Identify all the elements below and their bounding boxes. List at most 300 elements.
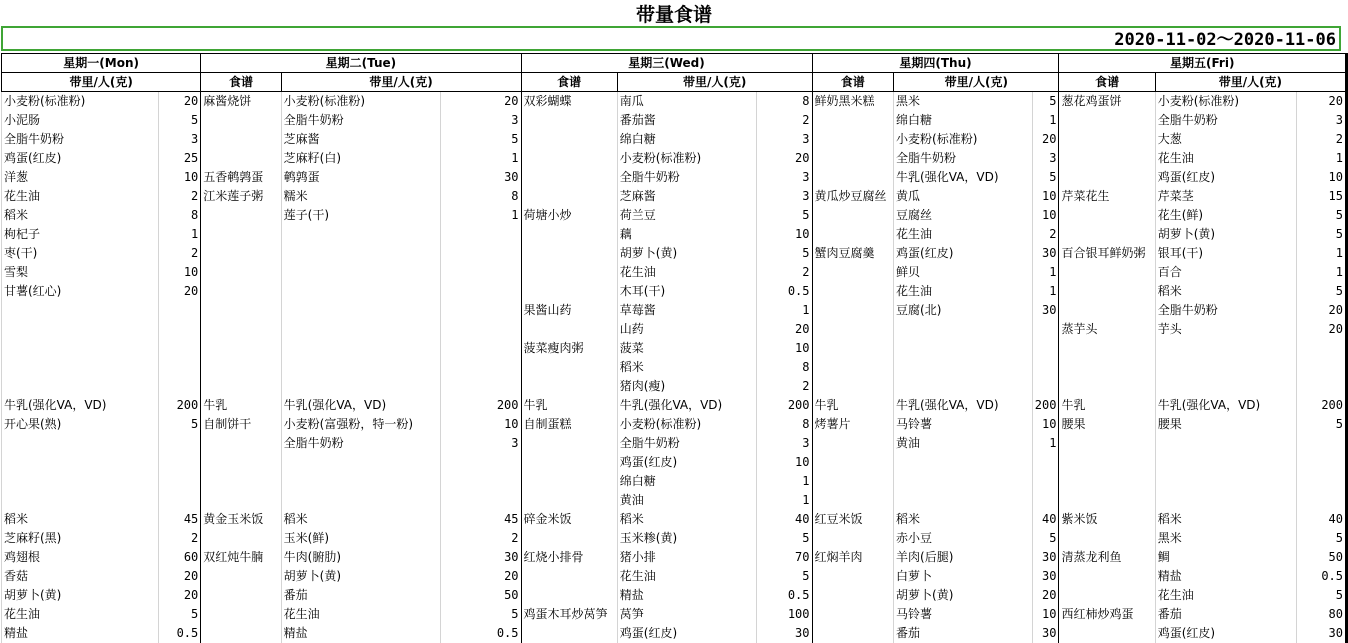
ingredient-cell: 牛肉(腑肋) xyxy=(281,548,440,567)
amount-cell: 20 xyxy=(158,282,200,301)
amount-cell xyxy=(158,434,200,453)
amount-cell xyxy=(441,339,521,358)
dish-cell xyxy=(521,320,617,339)
ingredient-cell: 花生油 xyxy=(1155,586,1296,605)
amount-cell: 1 xyxy=(1032,282,1059,301)
amount-cell: 50 xyxy=(441,586,521,605)
dish-cell xyxy=(521,453,617,472)
amount-cell: 10 xyxy=(158,168,200,187)
amount-cell xyxy=(158,339,200,358)
amount-cell xyxy=(1297,491,1347,510)
table-row xyxy=(2,377,1347,396)
amount-cell: 10 xyxy=(1032,415,1059,434)
ingredient-cell: 花生油 xyxy=(1155,149,1296,168)
amount-cell: 30 xyxy=(441,168,521,187)
ingredient-cell: 胡萝卜(黄) xyxy=(281,567,440,586)
amount-cell: 5 xyxy=(757,244,812,263)
ingredient-cell: 花生油 xyxy=(894,225,1033,244)
amount-cell: 5 xyxy=(1297,529,1347,548)
ingredient-cell: 黄瓜 xyxy=(894,187,1033,206)
ingredient-cell xyxy=(1155,472,1296,491)
dish-cell xyxy=(521,187,617,206)
table-row xyxy=(2,320,1347,339)
dish-cell xyxy=(812,168,894,187)
ingredient-cell: 赤小豆 xyxy=(894,529,1033,548)
dish-cell xyxy=(201,149,281,168)
ingredient-cell: 鸡翅根 xyxy=(2,548,159,567)
dish-cell xyxy=(201,225,281,244)
ingredient-cell: 全脂牛奶粉 xyxy=(617,168,757,187)
amount-cell: 5 xyxy=(1032,92,1059,111)
dish-cell: 西红柿炒鸡蛋 xyxy=(1059,605,1155,624)
dish-cell xyxy=(812,320,894,339)
ingredient-cell: 牛乳(强化VA，VD) xyxy=(894,396,1033,415)
amount-cell: 30 xyxy=(1032,548,1059,567)
dish-cell: 腰果 xyxy=(1059,415,1155,434)
dish-cell xyxy=(812,263,894,282)
dish-cell: 牛乳 xyxy=(1059,396,1155,415)
amount-header: 带里/人(克) xyxy=(894,73,1059,92)
ingredient-cell: 全脂牛奶粉 xyxy=(617,434,757,453)
ingredient-cell: 黑米 xyxy=(894,92,1033,111)
amount-cell xyxy=(1297,377,1347,396)
ingredient-cell: 小泥肠 xyxy=(2,111,159,130)
dish-cell xyxy=(1059,149,1155,168)
ingredient-cell: 花生油 xyxy=(2,187,159,206)
dish-cell xyxy=(521,586,617,605)
ingredient-cell: 木耳(干) xyxy=(617,282,757,301)
ingredient-cell: 胡萝卜(黄) xyxy=(617,244,757,263)
dish-cell xyxy=(1059,301,1155,320)
amount-cell xyxy=(1297,358,1347,377)
ingredient-cell: 芹菜茎 xyxy=(1155,187,1296,206)
amount-cell: 200 xyxy=(1297,396,1347,415)
ingredient-cell: 全脂牛奶粉 xyxy=(281,434,440,453)
ingredient-cell xyxy=(281,320,440,339)
ingredient-cell: 百合 xyxy=(1155,263,1296,282)
ingredient-cell: 藕 xyxy=(617,225,757,244)
amount-cell: 8 xyxy=(757,415,812,434)
day-header-wed: 星期三(Wed) xyxy=(521,54,812,73)
ingredient-cell: 鸡蛋(红皮) xyxy=(2,149,159,168)
amount-cell xyxy=(1297,472,1347,491)
ingredient-cell: 马铃薯 xyxy=(894,605,1033,624)
amount-cell: 30 xyxy=(1297,624,1347,643)
ingredient-cell: 芝麻酱 xyxy=(281,130,440,149)
dish-cell: 牛乳 xyxy=(201,396,281,415)
ingredient-cell xyxy=(2,491,159,510)
amount-cell xyxy=(1297,339,1347,358)
ingredient-cell: 花生油 xyxy=(894,282,1033,301)
ingredient-cell xyxy=(2,434,159,453)
ingredient-cell: 鸡蛋(红皮) xyxy=(894,244,1033,263)
ingredient-cell xyxy=(1155,434,1296,453)
ingredient-cell: 南瓜 xyxy=(617,92,757,111)
amount-cell: 1 xyxy=(158,225,200,244)
dish-cell xyxy=(812,358,894,377)
ingredient-cell xyxy=(894,358,1033,377)
dish-cell xyxy=(1059,339,1155,358)
dish-cell xyxy=(521,225,617,244)
ingredient-cell xyxy=(2,472,159,491)
amount-cell: 10 xyxy=(1032,605,1059,624)
amount-cell xyxy=(441,225,521,244)
amount-cell: 40 xyxy=(1032,510,1059,529)
ingredient-cell: 鸡蛋(红皮) xyxy=(1155,624,1296,643)
amount-cell xyxy=(158,491,200,510)
ingredient-cell: 山药 xyxy=(617,320,757,339)
day-header-tue: 星期二(Tue) xyxy=(201,54,521,73)
amount-cell: 5 xyxy=(757,567,812,586)
dish-cell xyxy=(812,491,894,510)
ingredient-cell: 枣(干) xyxy=(2,244,159,263)
amount-cell: 5 xyxy=(441,130,521,149)
amount-cell: 5 xyxy=(158,605,200,624)
ingredient-cell: 精盐 xyxy=(617,586,757,605)
table-row xyxy=(2,396,1347,415)
dish-cell xyxy=(521,282,617,301)
table-row xyxy=(2,491,1347,510)
ingredient-cell: 小麦粉(标准粉) xyxy=(2,92,159,111)
dish-header: 食谱 xyxy=(812,73,894,92)
dish-cell xyxy=(201,567,281,586)
table-row xyxy=(2,339,1347,358)
ingredient-cell: 精盐 xyxy=(281,624,440,643)
amount-cell xyxy=(441,377,521,396)
amount-cell: 20 xyxy=(158,567,200,586)
ingredient-cell: 绵白糖 xyxy=(894,111,1033,130)
amount-cell: 8 xyxy=(757,358,812,377)
amount-header: 带里/人(克) xyxy=(281,73,521,92)
dish-cell xyxy=(201,282,281,301)
amount-cell xyxy=(158,320,200,339)
amount-cell xyxy=(1297,434,1347,453)
ingredient-cell xyxy=(2,358,159,377)
amount-cell: 2 xyxy=(158,187,200,206)
ingredient-cell: 全脂牛奶粉 xyxy=(1155,301,1296,320)
dish-cell: 鸡蛋木耳炒莴笋 xyxy=(521,605,617,624)
amount-cell xyxy=(1032,472,1059,491)
amount-cell xyxy=(1297,453,1347,472)
ingredient-cell: 银耳(干) xyxy=(1155,244,1296,263)
table-row xyxy=(2,510,1347,529)
ingredient-cell: 稻米 xyxy=(894,510,1033,529)
amount-cell: 1 xyxy=(1297,263,1347,282)
dish-cell: 紫米饭 xyxy=(1059,510,1155,529)
amount-cell: 20 xyxy=(441,567,521,586)
amount-cell: 0.5 xyxy=(441,624,521,643)
dish-cell: 清蒸龙利鱼 xyxy=(1059,548,1155,567)
ingredient-cell: 牛乳(强化VA，VD) xyxy=(1155,396,1296,415)
ingredient-cell: 稻米 xyxy=(617,358,757,377)
ingredient-cell: 稻米 xyxy=(281,510,440,529)
amount-cell: 5 xyxy=(1297,415,1347,434)
dish-cell xyxy=(201,586,281,605)
table-row xyxy=(2,529,1347,548)
amount-cell: 20 xyxy=(757,320,812,339)
ingredient-cell: 玉米糁(黄) xyxy=(617,529,757,548)
dish-cell xyxy=(521,529,617,548)
table-row xyxy=(2,301,1347,320)
ingredient-cell xyxy=(1155,491,1296,510)
amount-cell: 10 xyxy=(1032,206,1059,225)
amount-cell: 5 xyxy=(1297,206,1347,225)
amount-cell: 45 xyxy=(441,510,521,529)
ingredient-cell: 芝麻酱 xyxy=(617,187,757,206)
amount-cell: 5 xyxy=(1297,282,1347,301)
amount-cell: 5 xyxy=(441,605,521,624)
dish-cell xyxy=(201,130,281,149)
amount-cell xyxy=(158,472,200,491)
dish-cell: 黄瓜炒豆腐丝 xyxy=(812,187,894,206)
menu-body xyxy=(2,54,1347,643)
table-row xyxy=(2,453,1347,472)
ingredient-cell: 香菇 xyxy=(2,567,159,586)
ingredient-cell: 番茄 xyxy=(894,624,1033,643)
amount-cell: 5 xyxy=(158,415,200,434)
dish-cell xyxy=(201,358,281,377)
amount-cell: 2 xyxy=(441,529,521,548)
amount-cell: 10 xyxy=(1297,168,1347,187)
amount-cell xyxy=(441,263,521,282)
amount-cell: 3 xyxy=(757,168,812,187)
amount-cell xyxy=(441,358,521,377)
ingredient-cell xyxy=(2,320,159,339)
table-row xyxy=(2,263,1347,282)
ingredient-cell: 甘薯(红心) xyxy=(2,282,159,301)
ingredient-cell xyxy=(1155,377,1296,396)
ingredient-cell: 牛乳(强化VA，VD) xyxy=(894,168,1033,187)
amount-cell: 80 xyxy=(1297,605,1347,624)
dish-cell xyxy=(1059,567,1155,586)
amount-cell: 10 xyxy=(158,263,200,282)
ingredient-cell: 胡萝卜(黄) xyxy=(1155,225,1296,244)
dish-cell xyxy=(1059,358,1155,377)
ingredient-cell: 黑米 xyxy=(1155,529,1296,548)
dish-cell: 果酱山药 xyxy=(521,301,617,320)
amount-cell: 3 xyxy=(1032,149,1059,168)
dish-cell xyxy=(201,244,281,263)
ingredient-cell: 稻米 xyxy=(1155,510,1296,529)
ingredient-cell: 芋头 xyxy=(1155,320,1296,339)
column-header-row xyxy=(2,73,1347,92)
amount-cell: 200 xyxy=(441,396,521,415)
ingredient-cell: 牛乳(强化VA，VD) xyxy=(281,396,440,415)
amount-cell: 25 xyxy=(158,149,200,168)
dish-cell xyxy=(521,491,617,510)
dish-cell xyxy=(201,453,281,472)
dish-cell: 红焖羊肉 xyxy=(812,548,894,567)
amount-cell: 1 xyxy=(757,472,812,491)
ingredient-cell: 鲜贝 xyxy=(894,263,1033,282)
amount-cell: 10 xyxy=(1032,187,1059,206)
table-row xyxy=(2,244,1347,263)
amount-cell: 2 xyxy=(158,244,200,263)
amount-cell: 1 xyxy=(441,206,521,225)
ingredient-cell: 花生油 xyxy=(281,605,440,624)
amount-cell: 20 xyxy=(158,586,200,605)
amount-header: 带里/人(克) xyxy=(1155,73,1346,92)
amount-cell: 20 xyxy=(441,92,521,111)
day-header-row xyxy=(2,54,1347,73)
ingredient-cell xyxy=(281,491,440,510)
ingredient-cell xyxy=(2,377,159,396)
dish-cell xyxy=(812,111,894,130)
ingredient-cell: 羊肉(后腿) xyxy=(894,548,1033,567)
ingredient-cell: 小麦粉(标准粉) xyxy=(617,415,757,434)
ingredient-cell: 稻米 xyxy=(617,510,757,529)
amount-cell: 30 xyxy=(757,624,812,643)
amount-cell: 10 xyxy=(757,453,812,472)
dish-cell: 红豆米饭 xyxy=(812,510,894,529)
dish-cell xyxy=(812,453,894,472)
amount-cell: 2 xyxy=(1032,225,1059,244)
amount-cell: 8 xyxy=(158,206,200,225)
amount-cell: 5 xyxy=(158,111,200,130)
amount-cell xyxy=(441,472,521,491)
dish-cell: 烤薯片 xyxy=(812,415,894,434)
day-header-fri: 星期五(Fri) xyxy=(1059,54,1347,73)
amount-cell: 1 xyxy=(1032,434,1059,453)
dish-cell xyxy=(521,377,617,396)
dish-cell: 芹菜花生 xyxy=(1059,187,1155,206)
ingredient-cell: 番茄酱 xyxy=(617,111,757,130)
ingredient-cell: 精盐 xyxy=(1155,567,1296,586)
table-row xyxy=(2,358,1347,377)
dish-header: 食谱 xyxy=(201,73,281,92)
dish-cell xyxy=(1059,168,1155,187)
table-row xyxy=(2,92,1347,111)
ingredient-cell: 莴笋 xyxy=(617,605,757,624)
ingredient-cell: 草莓酱 xyxy=(617,301,757,320)
menu-table xyxy=(1,53,1348,643)
ingredient-cell: 稻米 xyxy=(1155,282,1296,301)
dish-cell xyxy=(812,339,894,358)
ingredient-cell xyxy=(894,377,1033,396)
dish-cell xyxy=(1059,111,1155,130)
ingredient-cell xyxy=(1155,339,1296,358)
amount-cell: 3 xyxy=(757,434,812,453)
amount-cell: 20 xyxy=(1297,301,1347,320)
dish-cell xyxy=(812,206,894,225)
dish-cell xyxy=(812,130,894,149)
dish-cell xyxy=(521,472,617,491)
dish-cell xyxy=(1059,491,1155,510)
dish-cell xyxy=(812,301,894,320)
dish-cell xyxy=(521,434,617,453)
amount-cell: 30 xyxy=(1032,244,1059,263)
amount-cell: 1 xyxy=(757,301,812,320)
amount-cell: 3 xyxy=(158,130,200,149)
dish-cell xyxy=(812,434,894,453)
dish-cell xyxy=(812,567,894,586)
table-row xyxy=(2,206,1347,225)
ingredient-cell: 胡萝卜(黄) xyxy=(2,586,159,605)
amount-cell: 40 xyxy=(757,510,812,529)
dish-cell: 蟹肉豆腐羹 xyxy=(812,244,894,263)
ingredient-cell: 洋葱 xyxy=(2,168,159,187)
ingredient-cell: 小麦粉(标准粉) xyxy=(894,130,1033,149)
ingredient-cell: 莲子(干) xyxy=(281,206,440,225)
ingredient-cell: 绵白糖 xyxy=(617,130,757,149)
ingredient-cell: 小麦粉(标准粉) xyxy=(617,149,757,168)
amount-cell: 15 xyxy=(1297,187,1347,206)
amount-cell: 100 xyxy=(757,605,812,624)
table-row xyxy=(2,168,1347,187)
amount-cell: 2 xyxy=(1297,130,1347,149)
amount-cell: 200 xyxy=(757,396,812,415)
ingredient-cell: 枸杞子 xyxy=(2,225,159,244)
dish-cell xyxy=(1059,453,1155,472)
amount-cell xyxy=(441,282,521,301)
dish-cell: 荷塘小炒 xyxy=(521,206,617,225)
ingredient-cell xyxy=(1155,358,1296,377)
amount-cell: 1 xyxy=(1297,149,1347,168)
amount-cell: 70 xyxy=(757,548,812,567)
dish-cell xyxy=(521,263,617,282)
dish-cell xyxy=(1059,225,1155,244)
amount-cell xyxy=(1032,320,1059,339)
dish-cell xyxy=(521,567,617,586)
dish-cell: 双彩蝴蝶 xyxy=(521,92,617,111)
amount-cell: 3 xyxy=(1297,111,1347,130)
amount-cell: 5 xyxy=(1297,225,1347,244)
amount-cell: 10 xyxy=(757,225,812,244)
ingredient-cell: 腰果 xyxy=(1155,415,1296,434)
dish-cell: 双红炖牛腩 xyxy=(201,548,281,567)
amount-cell xyxy=(1032,491,1059,510)
ingredient-cell: 绵白糖 xyxy=(617,472,757,491)
amount-cell xyxy=(1032,453,1059,472)
amount-cell: 5 xyxy=(1032,168,1059,187)
dish-cell xyxy=(1059,434,1155,453)
dish-cell xyxy=(812,282,894,301)
amount-cell: 20 xyxy=(158,92,200,111)
dish-cell: 黄金玉米饭 xyxy=(201,510,281,529)
ingredient-cell: 精盐 xyxy=(2,624,159,643)
dish-cell xyxy=(201,263,281,282)
amount-cell: 5 xyxy=(757,206,812,225)
dish-cell xyxy=(1059,586,1155,605)
dish-cell: 鲜奶黑米糕 xyxy=(812,92,894,111)
table-row xyxy=(2,434,1347,453)
dish-cell xyxy=(812,225,894,244)
table-row xyxy=(2,187,1347,206)
amount-cell: 40 xyxy=(1297,510,1347,529)
ingredient-cell: 番茄 xyxy=(1155,605,1296,624)
dish-cell xyxy=(201,206,281,225)
amount-cell: 5 xyxy=(757,529,812,548)
amount-cell: 50 xyxy=(1297,548,1347,567)
dish-cell xyxy=(1059,472,1155,491)
ingredient-cell: 雪梨 xyxy=(2,263,159,282)
dish-cell xyxy=(812,377,894,396)
amount-cell xyxy=(441,320,521,339)
dish-cell: 牛乳 xyxy=(812,396,894,415)
ingredient-cell: 马铃薯 xyxy=(894,415,1033,434)
amount-cell: 10 xyxy=(441,415,521,434)
ingredient-cell: 全脂牛奶粉 xyxy=(281,111,440,130)
page-title: 带量食谱 xyxy=(635,4,712,26)
ingredient-cell: 荷兰豆 xyxy=(617,206,757,225)
ingredient-cell: 芝麻籽(黑) xyxy=(2,529,159,548)
table-row xyxy=(2,282,1347,301)
amount-cell: 2 xyxy=(757,377,812,396)
dish-cell: 红烧小排骨 xyxy=(521,548,617,567)
amount-cell: 8 xyxy=(441,187,521,206)
ingredient-cell xyxy=(281,377,440,396)
ingredient-cell: 鸡蛋(红皮) xyxy=(1155,168,1296,187)
